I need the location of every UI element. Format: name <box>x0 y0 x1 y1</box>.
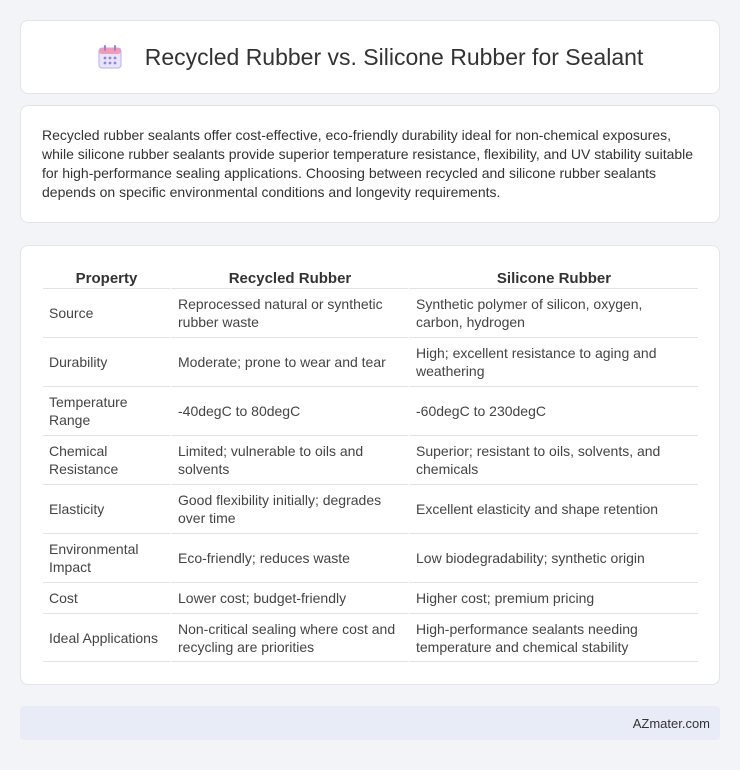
table-cell: Moderate; prone to wear and tear <box>170 337 408 386</box>
page-title: Recycled Rubber vs. Silicone Rubber for Sealant <box>144 43 644 70</box>
table-cell: Non-critical sealing where cost and recycling are priorities <box>170 613 408 662</box>
table-row <box>43 533 698 582</box>
table-cell: Chemical Resistance <box>43 435 170 484</box>
calendar-icon <box>97 44 123 70</box>
table-header-row <box>43 264 698 288</box>
table-cell: Reprocessed natural or synthetic rubber waste <box>170 288 408 337</box>
table-cell: Environmental Impact <box>43 533 170 582</box>
table-row <box>43 337 698 386</box>
table-cell: Excellent elasticity and shape retention <box>408 484 698 533</box>
table-cell: -40degC to 80degC <box>170 386 408 435</box>
table-row <box>43 435 698 484</box>
footer <box>20 706 720 740</box>
table-cell: Durability <box>43 337 170 386</box>
table-cell: Superior; resistant to oils, solvents, and chemicals <box>408 435 698 484</box>
table-cell: Synthetic polymer of silicon, oxygen, carbon, hydrogen <box>408 288 698 337</box>
title-card <box>20 20 720 94</box>
column-header: Recycled Rubber <box>170 264 408 288</box>
table-cell: Higher cost; premium pricing <box>408 582 698 613</box>
table-cell: -60degC to 230degC <box>408 386 698 435</box>
table-row <box>43 386 698 435</box>
intro-paragraph: Recycled rubber sealants offer cost-effective, eco-friendly durability ideal for non-chemical exposures, while silicone rubber sealants provide superior temperature resistance, flexibility, and UV stability suitable for high-performance sealing applications. Choosing between recycled and silicone rubber sealants depends on specific environmental conditions and longevity requirements. <box>42 127 694 200</box>
footer-brand: AZmater.com <box>632 715 710 731</box>
table-cell: Source <box>43 288 170 337</box>
comparison-table-card <box>20 245 720 685</box>
table-cell: Limited; vulnerable to oils and solvents <box>170 435 408 484</box>
table-cell: Eco-friendly; reduces waste <box>170 533 408 582</box>
column-header: Property <box>75 270 138 287</box>
column-header: Silicone Rubber <box>408 264 698 288</box>
table-cell: Elasticity <box>43 484 170 533</box>
table-cell: Low biodegradability; synthetic origin <box>408 533 698 582</box>
table-cell: Lower cost; budget-friendly <box>170 582 408 613</box>
table-row <box>43 288 698 337</box>
intro-card <box>20 105 720 223</box>
comparison-table <box>43 264 698 662</box>
table-row <box>43 613 698 662</box>
table-row <box>43 582 698 613</box>
table-cell: High; excellent resistance to aging and weathering <box>408 337 698 386</box>
table-cell: Temperature Range <box>43 386 170 435</box>
table-cell: Ideal Applications <box>43 613 170 662</box>
table-row <box>43 484 698 533</box>
table-cell: Good flexibility initially; degrades over time <box>170 484 408 533</box>
table-cell: Cost <box>43 582 170 613</box>
table-cell: High-performance sealants needing temperature and chemical stability <box>408 613 698 662</box>
